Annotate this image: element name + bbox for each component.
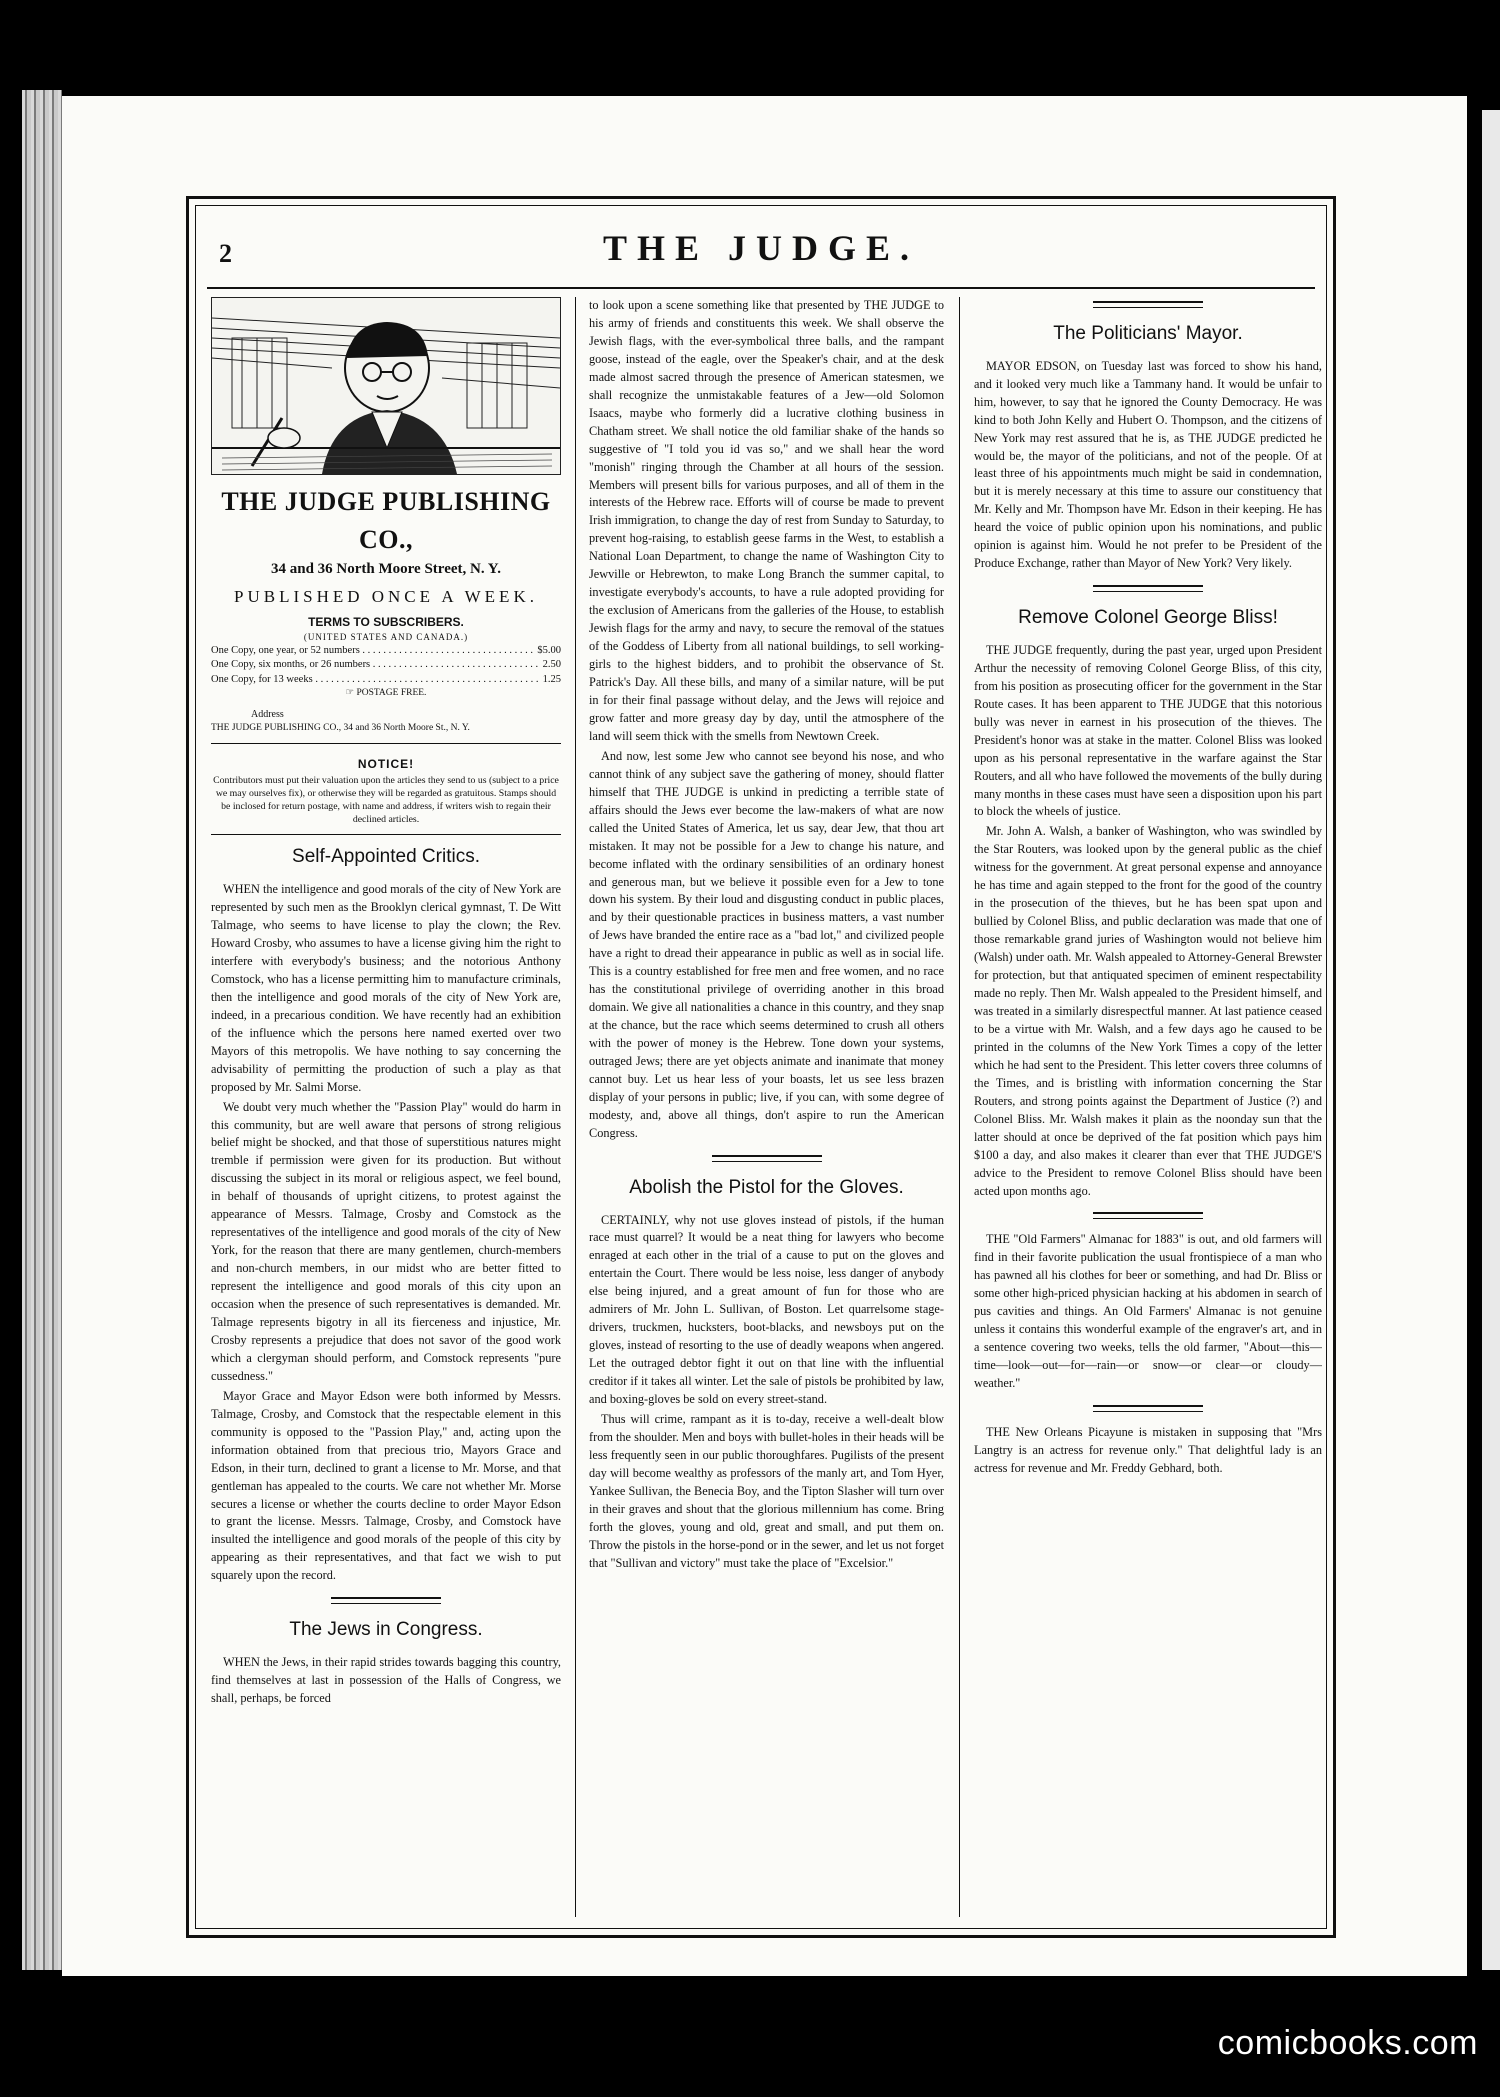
article-paragraph: We doubt very much whether the "Passion Play" would do harm in this community, but are well aware that persons of strong religious belief might be shocked, and that those of superstitious natures might tremble if permission were given for its production. But without discussing the subject in its moral or religious aspect, we feel bound, in behalf of thousands of upright citizens, to protest against the appearance of Messrs. Talmage, Crosby and Comstock as the representatives of the intelligence and good morals of the city of New York, for the reason that there are many gentlemen, church-members and non-church members, in our midst who are better fitted to represent the intelligence and good morals of this city upon an occasion when the presence of such representatives is demanded. Mr. Talmage represents bigotry in all its fierceness and injustice, Mr. Crosby represents a prejudice that does not savor of the good work which a clergyman should perform, and Comstock represents "pure cussedness.": [211, 1099, 561, 1383]
notice-text: Contributors must put their valuation upon the articles they send to us (subject to a price we may ourselves fix), or otherwise they will be regarded as gratuitous. Stamps should be inclosed for return postage, with name and address, if writers wish to regain their declined articles.: [213, 774, 559, 826]
article-paragraph: to look upon a scene something like that presented by THE JUDGE to his army of friends and constituents this week. We shall observe the Jewish flags, with the ever-symbolical three balls, and the rampant goose, instead of the eagle, over the Speaker's chair, and at the desk made almost sacred through the presence of American statesmen, we shall recognize the unmistakable features of a Jew—old Solomon Isaacs, maybe who formerly did a lucrative clothing business in Chatham street. We shall notice the old familiar shake of the hands so suggestive of "I told you id vas so," and we shall hear the word "monish" ringing through the Chamber at all hours of the session. Members will present bills for various purposes, and all of them in the interests of the Hebrew race. Efforts will of course be made to prevent Irish immigration, to change the day of rest from Sunday to Saturday, to prevent hog-raising, to establish geese farms in the West, to establish a National Loan Department, to change the name of Washington City to Jewville or Hebrewton, to make Long Branch the summer capital, to investigate everybody's accounts, to have a rule adopted providing for the exclusion of Americans from the galleries of the House, to establish Jewish flags for the army and navy, to secure the removal of the statues of the Goddess of Liberty from all national buildings, to sell working-girls to the highest bidders, and to prohibit the observance of St. Patrick's Day. All these bills, and many of a similar nature, will be put in for their final passage without delay, and the Jews will rejoice and grow fatter and more greasy day by day, until the atmosphere of the land will seem thick with the smells from Newtown Creek.: [589, 298, 944, 743]
article-divider: [1093, 1405, 1203, 1412]
postage-note: ☞ POSTAGE FREE.: [345, 687, 427, 698]
column-2: [589, 297, 944, 1917]
publisher-address: 34 and 36 North Moore Street, N. Y.: [271, 560, 501, 577]
article-title: Self-Appointed Critics.: [292, 846, 480, 868]
article-paragraph: THE "Old Farmers" Almanac for 1883" is out, and old farmers will find in their favorite publication the usual frontispiece of a man who has pawned all his clothes for beer or something, and had Dr. Bliss or some other high-priced physician hacking at his abdomen in search of pus cavities and things. An Old Farmers' Almanac is not genuine unless it contains this wonderful example of the engraver's art, and in a sentence covering two weeks, tells the old farmer, "About—this—time—look—out—for—rain—or snow—or clear—or cloudy—weather.": [974, 1232, 1322, 1391]
article-paragraph: WHEN the intelligence and good morals of the city of New York are represented by such men as the Brooklyn clerical gymnast, T. De Witt Talmage, who seems to have license to play the clown; the Rev. Howard Crosby, who assumes to have a license giving him the right to interfere with everybody's business; and the notorious Anthony Comstock, who has a license permitting him to manufacture criminals, then the intelligence and good morals of the city of New York are, indeed, in a precarious condition. We have recently had an exhibition of the influence which the persons here named exerted over two Mayors of this metropolis. We have nothing to say concerning the advisability of permitting the production of such a play as that proposed by Mr. Salmi Morse.: [211, 882, 561, 1094]
article-paragraph: Mr. John A. Walsh, a banker of Washington, who was swindled by the Star Routers, was looked upon by the general public as the chief witness for the government. At great personal expense and annoyance he has time and again stepped to the front for the good of the country in the prosecution of the thieves, but he has been spat upon and bullied by Colonel Bliss, and public declaration was made that one of those remarkable grand juries of Washington would not believe him (Walsh) under oath. Mr. Walsh appealed to Attorney-General Brewster for protection, but that antiquated specimen of eminent respectability made no reply. Then Mr. Walsh appealed to the President himself, and was treated in a similarly disrespectful manner. At last patience ceased to be a virtue with Mr. Walsh, and a few days ago he caused to be printed in the columns of the New York Times a copy of the letter which he had sent to the President. This letter covers three columns of the Times, and is bristling with information concerning the Star Routers, and strong points against the Department of Justice (?) and Colonel Bliss. Mr. Walsh makes it plain as the noonday sun that the latter should at once be deprived of the fat position which pays him $100 a day, and also makes it clearer than ever that THE JUDGE'S advice to the President to remove Colonel Bliss should have been acted upon months ago.: [974, 824, 1322, 1198]
judge-writing-illustration: [211, 297, 561, 475]
article-paragraph: MAYOR EDSON, on Tuesday last was forced to show his hand, and it looked very much like a Tammany hand. It would be unfair to him, however, to say that he ignored the County Democracy. He was kind to both John Kelly and Hubert O. Thompson, and the citizens of New York may rest assured that he is, as THE JUDGE predicted he would be, the mayor of the politicians, and not of the people. Of at least three of his appointments much might be said in condemnation, but it is merely necessary at this time to assure our constituency that Mr. Kelly and Mr. Thompson have Mr. Edson in their keeping. He has heard the voice of public opinion upon his nominations, and public opinion is against him. Would he not prefer to be President of the Produce Exchange, rather than Mayor of New York? Very likely.: [974, 358, 1322, 571]
notice-heading: NOTICE!: [357, 756, 415, 771]
address-label: Address: [251, 708, 284, 720]
section-rule: [211, 743, 561, 744]
article-title: The Politicians' Mayor.: [1053, 323, 1243, 344]
article-divider: [1093, 301, 1203, 308]
article-paragraph: THE New Orleans Picayune is mistaken in supposing that "Mrs Langtry is an actress for revenue only." That delightful lady is an actress for revenue and Mr. Freddy Gebhard, both.: [974, 1425, 1322, 1475]
publication-frequency: PUBLISHED ONCE A WEEK.: [234, 586, 538, 606]
article-paragraph: CERTAINLY, why not use gloves instead of pistols, if the human race must quarrel? It would be a neat thing for lawyers who become enraged at each other in the trial of a cause to put on the gloves and entertain the Court. There would be less noise, less danger of anybody else being injured, and a great amount of fun for those who are admirers of Mr. John L. Sullivan, of Boston. Let quarrelsome stage-drivers, truckmen, hucksters, boot-blacks, and newsboys put on the gloves, instead of resorting to the use of deadly weapons when angered. Let the outraged debtor fight it out on that line with the influential creditor if it takes all winter. Let the sale of pistols be prohibited by law, and boxing-gloves be sold on every street-stand.: [589, 1212, 944, 1407]
scan-edge-left: [22, 90, 62, 1970]
column-rule: [959, 297, 960, 1917]
article-paragraph: Thus will crime, rampant as it is to-day, receive a well-dealt blow from the shoulder. Men and boys with bullet-holes in their heads will be less frequently seen in our public thoroughfares. Pugilists of the present day will become wealthy as professors of the manly art, and Tom Hyer, Yankee Sullivan, the Benecia Boy, and the Tipton Slasher will turn over in their graves and shout that the glorious millennium has come. Bring forth the gloves, young and old, great and small, and put them on. Throw the pistols in the horse-pond or in the sewer, and let us not forget that "Sullivan and victory" must take the place of "Excelsior.": [589, 1412, 944, 1570]
article-title: The Jews in Congress.: [289, 1619, 483, 1641]
judge-writing-icon: [212, 298, 560, 474]
address-line: THE JUDGE PUBLISHING CO., 34 and 36 North Moore St., N. Y.: [211, 723, 470, 734]
terms-heading: TERMS TO SUBSCRIBERS.: [308, 614, 464, 629]
masthead-rule: [207, 287, 1315, 289]
article-title: Remove Colonel George Bliss!: [1018, 607, 1278, 629]
column-1: [211, 297, 561, 1917]
terms-subheading: (UNITED STATES AND CANADA.): [303, 632, 469, 643]
pointing-hand-icon: ☞: [345, 687, 357, 698]
rate-row: One Copy, one year, or 52 numbers . . . $5.00: [211, 644, 561, 658]
rate-row: One Copy, for 13 weeks . . . 1.25: [211, 673, 561, 687]
section-rule: [211, 834, 561, 835]
masthead-title: THE JUDGE.: [602, 228, 920, 268]
article-paragraph: WHEN the Jews, in their rapid strides towards bagging this country, find themselves at last in possession of the Halls of Congress, we shall, perhaps, be forced: [211, 1655, 561, 1705]
watermark: comicbooks.com: [1217, 2024, 1478, 2062]
article-divider: [1093, 1212, 1203, 1219]
article-divider: [331, 1597, 441, 1604]
scan-edge-right: [1482, 110, 1500, 1970]
page-frame: [186, 196, 1336, 1938]
article-paragraph: And now, lest some Jew who cannot see beyond his nose, and who cannot think of any subject save the gathering of money, should flatter himself that THE JUDGE is unkind in predicting a terrible state of affairs should the Jews ever become the law-makers of what are now called the United States of America, let us say, dear Jew, that thou art mistaken. It may not be possible for a Jew to change his nature, and become inflated with the ordinary sensibilities of an ordinary honest and generous man, but we believe it possible even for a Jew to tone down his system. By their loud and disgusting conduct in public places, and by their questionable practices in business matters, a vast number of Jews have branded the entire race as a "bad lot," and civilized people have a right to dread their appearance in public as well as in social life. This is a country established for free men and free women, and no race has the constitutional privilege of overriding another in this broad domain. We give all nationalities a chance in this country, and they snap at the chance, but the race which seems determined to crush all others with the power of money is the Hebrew. Tone down your systems, outraged Jews; there are yet objects animate and inanimate that money cannot buy. Let us hear less of your boasts, let us see less brazen display of your persons in public; live, if you can, with some degree of modesty, and, above all things, don't aspire to run the American Congress.: [589, 748, 944, 1140]
article-title: Abolish the Pistol for the Gloves.: [629, 1176, 904, 1198]
article-divider: [1093, 585, 1203, 592]
page-number: 2: [219, 239, 232, 268]
column-3: [974, 297, 1322, 1917]
column-rule: [575, 297, 576, 1917]
publisher-name: THE JUDGE PUBLISHING CO.,: [221, 487, 551, 554]
rate-row: One Copy, six months, or 26 numbers . . . 2.50: [211, 658, 561, 672]
article-paragraph: Mayor Grace and Mayor Edson were both informed by Messrs. Talmage, Crosby, and Comstock that the respectable element in this community is opposed to the "Passion Play," and, acting upon the information obtained from that precious trio, Mayors Grace and Edson, in their turn, declined to grant a license to Mr. Morse, and that gentleman has appealed to the courts. We care not whether Mr. Morse secures a license or whether the courts decline to order Mayor Edson to grant the license. Messrs. Talmage, Crosby, and Comstock have insulted the intelligence and good morals of the people of this city by appearing as their representatives, and that fact we wish to put squarely upon the record.: [211, 1388, 561, 1583]
article-paragraph: THE JUDGE frequently, during the past year, urged upon President Arthur the necessity of removing Colonel George Bliss, of this city, from his position as prosecuting officer for the government in the Star Route cases. It has been apparent to THE JUDGE that this notorious bully was never in earnest in his prosecution of the thieves. The President's honor was at stake in the matter. Colonel Bliss was looked upon as his personal representative in the warfare against the Star Routers, and all who have followed the movements of the bully during many months in these cases must have seen a disposition upon his part to block the wheels of justice.: [974, 642, 1322, 819]
article-divider: [712, 1155, 822, 1162]
